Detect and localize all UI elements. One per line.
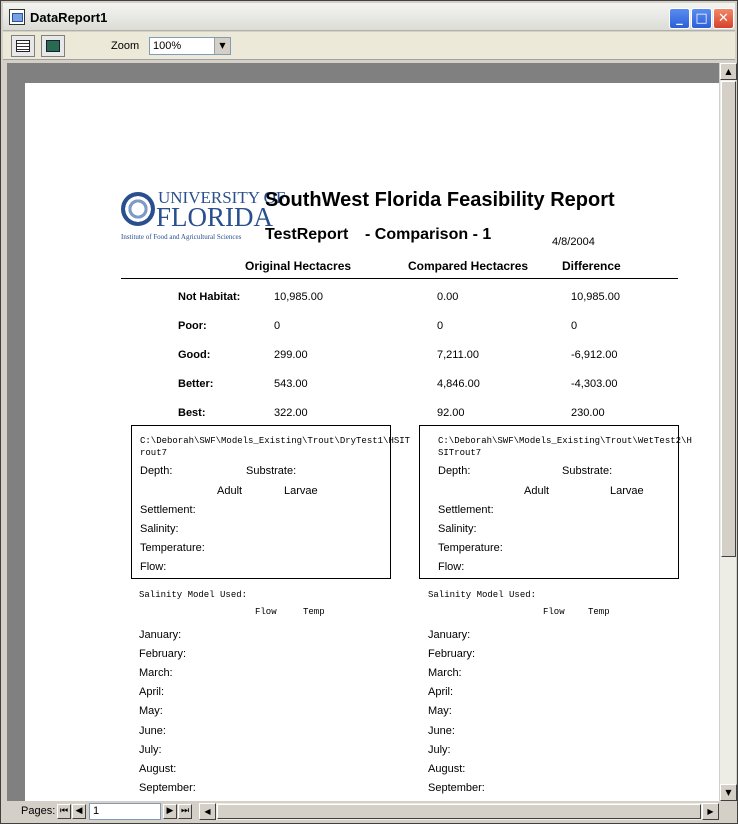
row-original: 543.00	[274, 378, 308, 390]
right-month: March:	[428, 667, 462, 679]
export-button[interactable]	[41, 35, 65, 57]
report-app-icon	[9, 9, 25, 25]
close-button[interactable]: ✕	[713, 8, 734, 29]
row-difference: 0	[571, 320, 578, 332]
col-header-original: Original Hectacres	[245, 259, 352, 273]
right-temperature-label: Temperature:	[438, 542, 503, 554]
left-path-line1: C:\Deborah\SWF\Models_Existing\Trout\DryTest1\HSIT	[140, 436, 411, 446]
right-salinity-label: Salinity:	[438, 523, 477, 535]
chevron-down-icon[interactable]: ▼	[214, 38, 230, 54]
next-page-icon[interactable]: ▶	[163, 804, 177, 819]
header-divider	[121, 278, 678, 279]
zoom-select[interactable]	[149, 37, 231, 55]
right-temp-header: Temp	[588, 607, 610, 617]
row-compared: 92.00	[437, 407, 465, 419]
right-parameter-box	[419, 425, 692, 579]
horizontal-scroll-thumb[interactable]	[217, 804, 701, 819]
report-comparison: - Comparison - 1	[365, 226, 492, 243]
row-original: 10,985.00	[274, 291, 323, 303]
right-month: May:	[428, 705, 452, 717]
scroll-left-icon[interactable]: ◀	[199, 803, 216, 820]
logo-line-institute: Institute of Food and Agricultural Sciences	[121, 233, 242, 241]
status-bar	[3, 801, 735, 823]
right-salinity-heading: Salinity Model Used:	[428, 590, 537, 600]
zoom-label: Zoom	[111, 40, 140, 52]
left-month: July:	[139, 744, 162, 756]
row-difference: 230.00	[571, 407, 605, 419]
left-parameter-box	[131, 425, 411, 579]
left-temperature-label: Temperature:	[140, 542, 205, 554]
row-label: Better:	[178, 378, 214, 390]
row-difference: -4,303.00	[571, 378, 618, 390]
logo-line-florida: FLORIDA	[156, 202, 274, 232]
window-title: DataReport1	[30, 10, 108, 25]
row-compared: 0.00	[437, 291, 459, 303]
row-difference: -6,912.00	[571, 349, 618, 361]
scroll-down-icon[interactable]: ▼	[720, 784, 737, 801]
report-date: 4/8/2004	[552, 236, 595, 248]
col-header-compared: Compared Hectacres	[408, 259, 529, 273]
zoom-value: 100%	[153, 40, 182, 52]
row-label: Not Habitat:	[178, 291, 241, 303]
right-path-line2: SITrout7	[438, 448, 482, 458]
row-label: Best:	[178, 407, 206, 419]
left-month: August:	[139, 763, 177, 775]
right-month: June:	[428, 725, 455, 737]
left-substrate-label: Substrate:	[246, 465, 297, 477]
row-original: 322.00	[274, 407, 308, 419]
scroll-up-icon[interactable]: ▲	[720, 63, 737, 80]
right-depth-label: Depth:	[438, 465, 471, 477]
left-salinity-label: Salinity:	[140, 523, 179, 535]
row-compared: 4,846.00	[437, 378, 480, 390]
export-icon	[46, 40, 60, 52]
pages-label: Pages:	[21, 805, 56, 817]
right-path-line1: C:\Deborah\SWF\Models_Existing\Trout\WetTest2\H	[438, 436, 692, 446]
left-temp-header: Temp	[303, 607, 325, 617]
row-original: 0	[274, 320, 281, 332]
col-header-difference: Difference	[562, 259, 621, 273]
title-bar[interactable]	[3, 3, 735, 31]
first-page-icon[interactable]: ⏮	[57, 804, 71, 819]
left-salinity-heading: Salinity Model Used:	[139, 590, 248, 600]
row-original: 299.00	[274, 349, 308, 361]
minimize-button[interactable]: _	[669, 8, 690, 29]
row-label: Good:	[178, 349, 211, 361]
right-flow-label: Flow:	[438, 561, 465, 573]
left-month: February:	[139, 648, 187, 660]
left-adult-label: Adult	[217, 485, 243, 497]
right-substrate-label: Substrate:	[562, 465, 613, 477]
report-title: SouthWest Florida Feasibility Report	[265, 189, 615, 211]
right-flow-header: Flow	[543, 607, 565, 617]
maximize-button[interactable]: □	[691, 8, 712, 29]
right-month: September:	[428, 782, 485, 794]
row-label: Poor:	[178, 320, 207, 332]
left-month: May:	[139, 705, 163, 717]
vertical-scrollbar[interactable]	[719, 63, 736, 801]
row-difference: 10,985.00	[571, 291, 620, 303]
last-page-icon[interactable]: ⏭	[178, 804, 192, 819]
left-path-line2: rout7	[140, 448, 168, 458]
university-seal-icon	[121, 192, 155, 226]
right-month: April:	[428, 686, 454, 698]
left-month: September:	[139, 782, 196, 794]
previous-page-icon[interactable]: ◀	[72, 804, 86, 819]
left-month: March:	[139, 667, 173, 679]
left-settlement-label: Settlement:	[140, 504, 196, 516]
report-viewport	[7, 63, 719, 801]
toolbar	[3, 32, 735, 60]
right-adult-label: Adult	[524, 485, 550, 497]
left-larvae-label: Larvae	[284, 485, 318, 497]
left-month: June:	[139, 725, 166, 737]
right-month: July:	[428, 744, 451, 756]
right-settlement-label: Settlement:	[438, 504, 494, 516]
report-name: TestReport	[265, 226, 349, 243]
left-month: January:	[139, 629, 182, 641]
page-number-input[interactable]: 1	[89, 803, 161, 820]
right-month: February:	[428, 648, 476, 660]
print-button[interactable]	[11, 35, 35, 57]
left-flow-label: Flow:	[140, 561, 167, 573]
right-month: August:	[428, 763, 466, 775]
report-page	[25, 83, 719, 801]
logo-line-university: UNIVERSITY OF	[158, 188, 286, 207]
scroll-right-icon[interactable]: ▶	[702, 803, 719, 820]
row-compared: 0	[437, 320, 444, 332]
printer-icon	[16, 40, 30, 52]
right-larvae-label: Larvae	[610, 485, 644, 497]
left-depth-label: Depth:	[140, 465, 173, 477]
row-compared: 7,211.00	[437, 349, 480, 361]
vertical-scroll-thumb[interactable]	[721, 81, 736, 557]
left-flow-header: Flow	[255, 607, 277, 617]
left-month: April:	[139, 686, 165, 698]
right-month: January:	[428, 629, 471, 641]
horizontal-scrollbar[interactable]	[199, 803, 719, 820]
